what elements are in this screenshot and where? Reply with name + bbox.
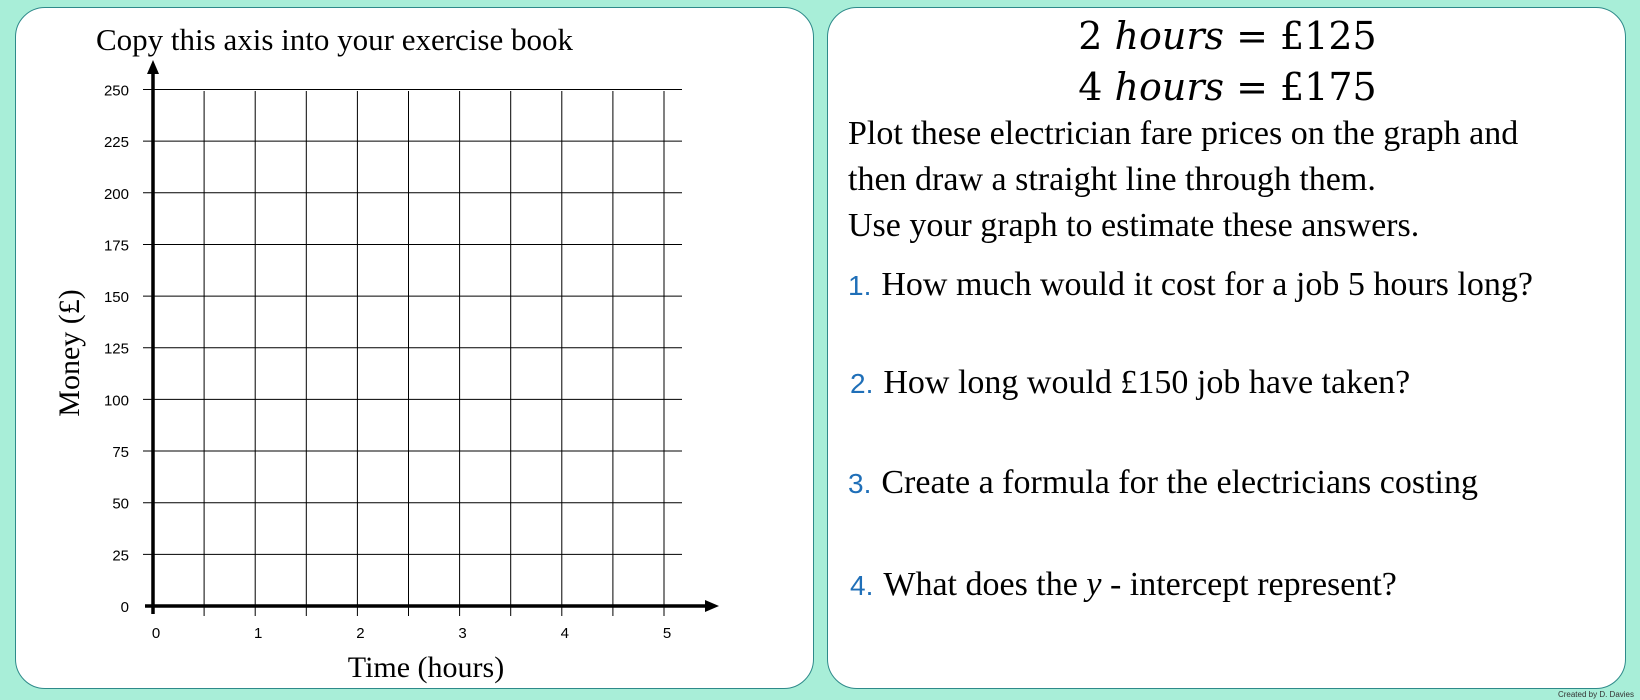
- instruction-line: Use your graph to estimate these answers.: [848, 207, 1420, 244]
- y-tick-label: 225: [103, 134, 129, 152]
- question-1: [848, 266, 1533, 304]
- x-tick-label: 2: [356, 625, 365, 642]
- y-axis-title: Money (£): [53, 289, 86, 417]
- x-tick-label: 1: [254, 625, 263, 642]
- x-axis-title: Time (hours): [347, 651, 505, 684]
- question-text: How long would £150 job have taken?: [883, 364, 1411, 401]
- instruction-line: then draw a straight line through them.: [848, 161, 1376, 198]
- question-text: How much would it cost for a job 5 hours long?: [881, 266, 1533, 303]
- question-3: [848, 464, 1478, 502]
- y-tick-label: 50: [112, 495, 129, 513]
- y-tick-label: 175: [103, 237, 129, 255]
- x-axis-arrow: [705, 600, 719, 612]
- y-tick-label: 75: [112, 444, 129, 462]
- question-4: [850, 566, 1397, 604]
- questions-panel: [827, 7, 1626, 689]
- credit-text: Created by D. Davies: [1557, 690, 1634, 699]
- question-number: 1.: [848, 270, 872, 301]
- x-tick-label: 4: [560, 625, 569, 642]
- question-number: 2.: [850, 368, 874, 399]
- panel-title: Copy this axis into your exercise book: [96, 22, 573, 57]
- y-tick-label: 150: [103, 289, 129, 307]
- instructions: [848, 111, 1608, 249]
- equation-1: 2 hours = £125: [1078, 14, 1377, 58]
- question-text: Create a formula for the electricians costing: [881, 464, 1478, 501]
- question-number: 3.: [848, 468, 872, 499]
- y-axis-arrow: [147, 60, 159, 74]
- y-tick-label: 250: [103, 82, 129, 100]
- y-tick-label: 0: [120, 598, 129, 616]
- y-tick-label: 100: [103, 392, 129, 410]
- question-text: What does the y - intercept represent?: [883, 566, 1397, 603]
- question-number: 4.: [850, 570, 874, 601]
- x-tick-label: 5: [662, 625, 672, 642]
- equation-2: 4 hours = £175: [1078, 65, 1377, 109]
- x-tick-label: 0: [151, 625, 161, 642]
- y-tick-label: 125: [103, 340, 129, 358]
- graph-axes: [16, 8, 815, 690]
- instruction-line: Plot these electrician fare prices on the graph and: [848, 115, 1519, 152]
- y-tick-label: 200: [103, 185, 129, 203]
- axis-panel: [15, 7, 814, 689]
- x-tick-label: 3: [458, 625, 467, 642]
- question-2: [850, 364, 1410, 402]
- y-tick-label: 25: [112, 547, 129, 565]
